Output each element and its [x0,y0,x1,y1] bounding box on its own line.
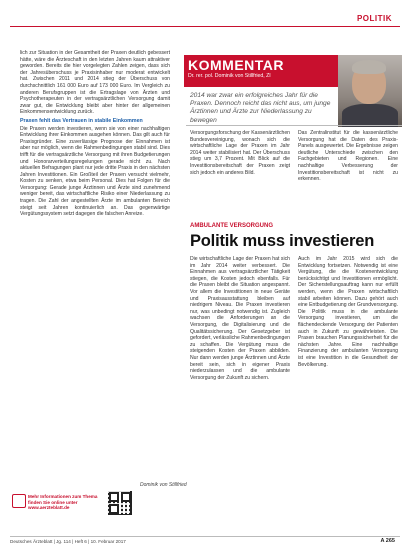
author-photo-shirt [342,104,398,127]
qr-corner-marker [109,504,119,514]
journal-citation: Deutsches Ärzteblatt | Jg. 114 | Heft 6 | 10. Februar 2017 [10,539,126,544]
qr-corner-marker [121,492,131,502]
kommentar-body-col-a: Versorgungsforschung der Kassenärztlichen Bundesvereinigung, wonach sich die wirtschaftliche Lage der Praxen im Jahr 2014 weiter stabilisiert hat. Der Überschuss stieg um 3,7 Prozent. Mit Blick auf die Investitionsbereitschaft der Praxen zeigt sich jedoch ein anderes Bild. [190,130,290,176]
author-signature: Dominik von Stillfried [140,482,187,488]
teaser-divider [186,125,402,126]
kommentar-teaser: 2014 war zwar ein erfolgreiches Jahr für die Praxen. Dennoch reicht das nicht aus, um junge Ärztinnen und Ärzte zur Niederlassung zu bewegen [190,92,331,124]
article-overline: AMBULANTE VERSORGUNG [190,223,274,229]
page-number: A 265 [380,538,395,544]
left-column [20,50,170,490]
article-col-1: Die wirtschaftliche Lage der Praxen hat sich im Jahr 2014 weiter verbessert. Die Einnahmen aus vertragsärztlicher Tätigkeit stiegen, die Kosten jedoch ebenfalls. Für die Praxen bleibt die Situation angespannt. Vor allem die Investitionen in neue Geräte und Praxisausstattung bleiben auf niedrigem Niveau. Die Praxen investieren nur, was unbedingt notwendig ist. Zugleich wachsen die Anforderungen an die Versorgung, die Digitalisierung und die Qualitätssicherung. Der Gesetzgeber ist gefordert, verlässliche Rahmenbedingungen zu schaffen. Die Vergütung muss die steigenden Kosten der Praxen abbilden. Nur dann werden junge Ärztinnen und Ärzte bereit sein, sich in eigener Praxis niederzulassen und die ambulante Versorgung der Zukunft zu sichern. [190,256,290,381]
left-paragraph-1: lich zur Situation in der Gesamtheit der Praxen deutlich gebessert hätte, wäre die Ärzteschaft in den letzten Jahren kaum attraktiver geworden. Bereits die hier vorgelegten Zahlen zeigen, dass sich der Jahresüberschuss je Praxisinhaber nur moderat entwickelt hat. Zwischen 2011 und 2014 stieg der Überschuss von durchschnittlich 161 000 Euro auf 173 000 Euro. Im Vergleich zu anderen Berufsgruppen ist die Ertragslage von Ärzten und Psychotherapeuten in der vertragsärztlichen Versorgung damit zwar gut, die Entwicklung bleibt aber hinter der allgemeinen Einkommensentwicklung zurück. [20,50,170,116]
online-hint[interactable]: Mehr Informationen zum Thema finden Sie online unter www.aerzteblatt.de [28,494,98,511]
section-rubric: POLITIK [356,14,392,23]
footer-rule [10,536,400,537]
left-subhead: Praxen fehlt das Vertrauen in stabile Einkommen [20,117,143,124]
article-headline: Politik muss investieren [190,232,375,250]
article-col-2: Auch im Jahr 2015 wird sich die Entwicklung fortsetzen. Notwendig ist eine Vergütung, die die Kostenentwicklung berücksichtigt und Investitionen ermöglicht. Der Sicherstellungsauftrag kann nur erfüllt werden, wenn die Praxen wirtschaftlich stabil arbeiten können. Dazu gehört auch eine Entbudgetierung der Grundversorgung. Die Politik muss in die ambulante Versorgung investieren, um die flächendeckende Versorgung der Patienten auch in Zukunft zu gewährleisten. Die Praxen brauchen Planungssicherheit für die nächsten Jahre. Eine nachhaltige Finanzierung der ambulanten Versorgung ist eine Investition in die Gesundheit der Bevölkerung. [298,256,398,368]
kommentar-label: KOMMENTAR [188,57,285,73]
laptop-icon [12,494,26,508]
left-paragraph-2: Die Praxen werden investieren, wenn sie von einer nachhaltigen Entwicklung ihrer Einkommen ausgehen können. Das gilt auch für Praxisgründer. Eine zuverlässige Prognose der Einnahmen ist aber nur möglich, wenn die Rahmenbedingungen stabil sind. Dies trifft für die vertragsärztliche Versorgung mit ihren Budgetierungen und Honorarverteilungsregelungen gerade nicht zu. Nach aktuellen Befragungen plant nur jede dritte Praxis in den nächsten Jahren Investitionen. Ein Großteil der Praxen versucht vielmehr, Kosten zu senken, etwa beim Personal. Dies hat Folgen für die Versorgung: Gerade junge Ärztinnen und Ärzte sind zunehmend weniger bereit, das wirtschaftliche Risiko einer Niederlassung zu tragen. Die Zahl der angestellten Ärzte im ambulanten Bereich steigt seit Jahren kontinuierlich an. Das gegenwärtige Vergütungssystem setzt dagegen die falschen Anreize. [20,125,170,218]
kommentar-body-col-b: Das Zentralinstitut für die kassenärztliche Versorgung hat die Daten des Praxis-Panels ausgewertet. Die Ergebnisse zeigen deutliche Unterschiede zwischen den Fachgebieten und Regionen. Eine nachhaltige Verbesserung der Investitionsbereitschaft ist nicht zu erkennen. [298,130,398,183]
author-photo-hair [352,60,386,74]
header-rule [10,26,400,27]
kommentar-author: Dr. rer. pol. Dominik von Stillfried, ZI [188,73,271,79]
qr-corner-marker [109,492,119,502]
